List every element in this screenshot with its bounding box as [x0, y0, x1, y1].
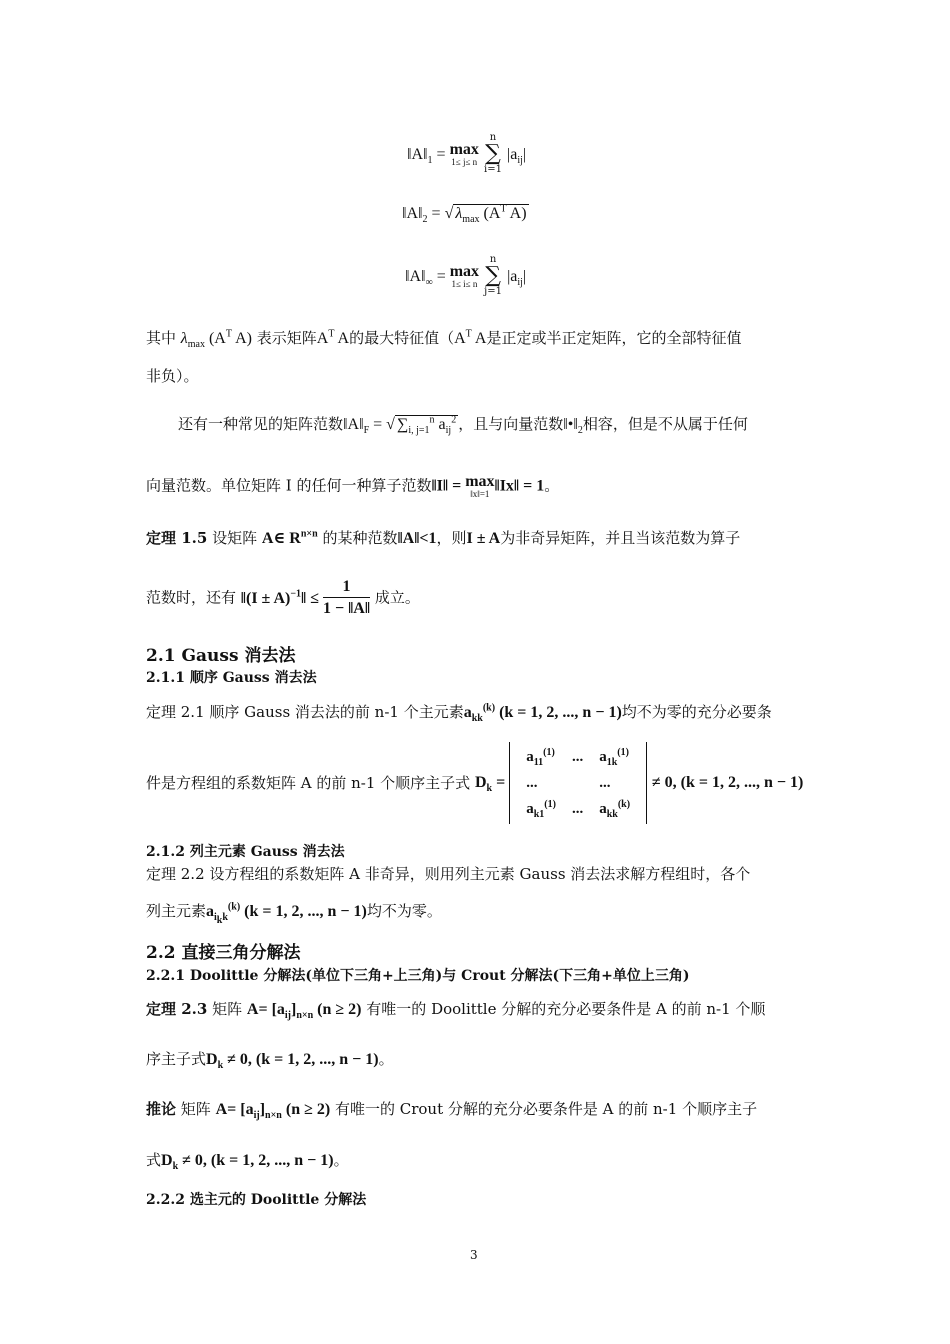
section-2-2-1-heading: 2.2.1 Doolittle 分解法(单位下三角+上三角)与 Crout 分解法(下三角+单位上三角)	[146, 968, 690, 984]
section-2-1-1-heading: 2.1.1 顺序 Gauss 消去法	[146, 670, 317, 686]
theorem-2-1-line2: 件是方程组的系数矩阵 A 的前 n-1 个顺序主子式 $D_k$ = $a_{11}^{(1)}$ ... $a_{1k}^{(1)}$ ... ... $a_{k1}^{(1)}$ ... $a_{kk}^{(k)}$ ≠ 0, (k = 1, 2, ..., n − 1)	[146, 742, 803, 824]
theorem-2-1-line1: 定理 2.1 顺序 Gauss 消去法的前 n-1 个主元素$a_{kk}^{(k)}$ (k = 1, 2, ..., n − 1)均不为零的充分必要条	[146, 702, 772, 725]
corollary-line2: 式$D_k \ne 0$, (k = 1, 2, ..., n − 1)。	[146, 1151, 349, 1173]
theorem-1-5-line1: 定理 1.5 设矩阵 A∈ $R^{n\times n}$ 的某种范数‖A‖<1，则I ± A为非奇异矩阵，并且当该范数为算子	[146, 528, 741, 547]
para2-line2: 向量范数。单位矩阵 I 的任何一种算子范数‖I‖ = max ‖x‖=1 ‖Ix‖ = 1。	[146, 473, 560, 499]
page-number: 3	[470, 1248, 478, 1262]
leading-minor-matrix: $a_{11}^{(1)}$ ... $a_{1k}^{(1)}$ ... ... $a_{k1}^{(1)}$ ... $a_{kk}^{(k)}$	[509, 742, 647, 824]
theorem-2-3-line1: 定理 2.3 矩阵 $A= [a_{ij}]_{n\times n}$ (n ≥ 2) 有唯一的 Doolittle 分解的充分必要条件是 A 的前 n-1 个顺	[146, 1000, 766, 1022]
formula-norm1: $‖A‖_1$ = max 1≤ j≤ n n ∑ i=1 $|a_{ij}|$	[407, 132, 527, 175]
section-2-1-heading: 2.1 Gauss 消去法	[146, 646, 296, 666]
section-2-2-2-heading: 2.2.2 选主元的 Doolittle 分解法	[146, 1192, 367, 1208]
formula-norminf: $‖A‖_\infty$ = max 1≤ i≤ n n ∑ j=1 $|a_{ij}|$	[405, 254, 527, 297]
theorem-1-5-line2: 范数时，还有 ‖(I ± A)$^{-1}$‖ ≤ $\frac{1}{1 - ‖A‖}$ 成立。	[146, 578, 420, 617]
theorem-2-2-line1: 定理 2.2 设方程组的系数矩阵 A 非奇异，则用列主元素 Gauss 消去法求解方程组时，各个	[146, 865, 751, 883]
para2-line1: 还有一种常见的矩阵范数$‖A‖_F$ = √ $\sum_{i, j=1}^n$ $a_{ij}^2$ ，且与向量范数$‖•‖_2$相容，但是不从属于任何	[178, 414, 748, 437]
section-2-1-2-heading: 2.1.2 列主元素 Gauss 消去法	[146, 844, 345, 860]
corollary-line1: 推论 矩阵 $A= [a_{ij}]_{n\times n}$ (n ≥ 2) 有唯一的 Crout 分解的充分必要条件是 A 的前 n-1 个顺序主子	[146, 1100, 758, 1122]
para1-line1: 其中 $\lambda_{max}$ ($A^T$ A) 表示矩阵$A^T$ A的最大特征值（$A^T$ A是正定或半正定矩阵，它的全部特征值	[146, 328, 742, 351]
section-2-2-heading: 2.2 直接三角分解法	[146, 943, 301, 963]
para1-line2: 非负）。	[146, 367, 199, 385]
formula-norm2: $‖A‖_2$ = √ $\lambda_{max}$ ($A^T$ A)	[402, 203, 527, 226]
theorem-2-2-line2: 列主元素$a_{i_kk}^{(k)}$ (k = 1, 2, ..., n − 1)均不为零。	[146, 901, 442, 927]
theorem-2-3-line2: 序主子式$D_k \ne 0$, (k = 1, 2, ..., n − 1)。	[146, 1050, 394, 1072]
